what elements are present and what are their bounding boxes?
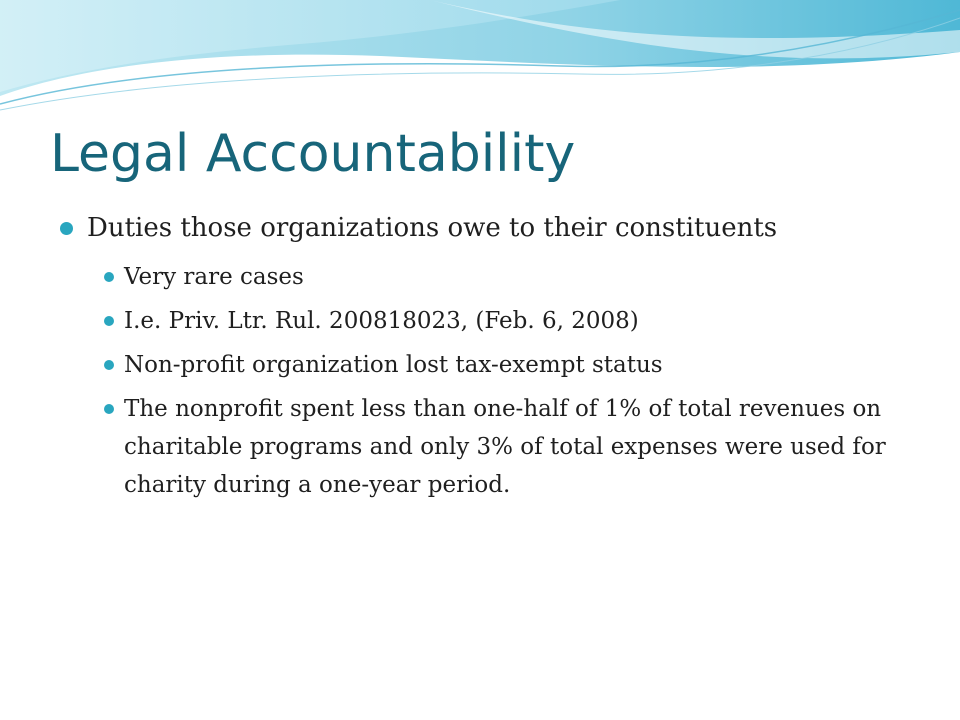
header-wave-decoration xyxy=(0,0,960,130)
bullet-dot-icon xyxy=(60,222,73,235)
sub-bullet-text: Very rare cases xyxy=(124,264,304,290)
sub-bullet-text: Non-profit organization lost tax-exempt status xyxy=(124,352,663,378)
sub-bullet-item xyxy=(0,346,960,384)
bullet-item-main xyxy=(0,206,960,250)
slide-body xyxy=(0,206,960,510)
bullet-dot-icon xyxy=(104,316,114,326)
bullet-dot-icon xyxy=(104,360,114,370)
bullet-dot-icon xyxy=(104,404,114,414)
sub-bullet-item xyxy=(0,258,960,296)
sub-bullet-item xyxy=(0,302,960,340)
bullet-text: Duties those organizations owe to their constituents xyxy=(87,213,778,243)
sub-bullet-text: I.e. Priv. Ltr. Rul. 200818023, (Feb. 6, 2008) xyxy=(124,308,639,334)
sub-bullet-text: The nonprofit spent less than one-half of 1% of total revenues on charitable programs and only 3% of total expenses were used for charity during a one-year period. xyxy=(124,396,886,498)
slide-title: Legal Accountability xyxy=(50,124,576,184)
bullet-dot-icon xyxy=(104,272,114,282)
sub-bullet-item xyxy=(0,390,960,504)
